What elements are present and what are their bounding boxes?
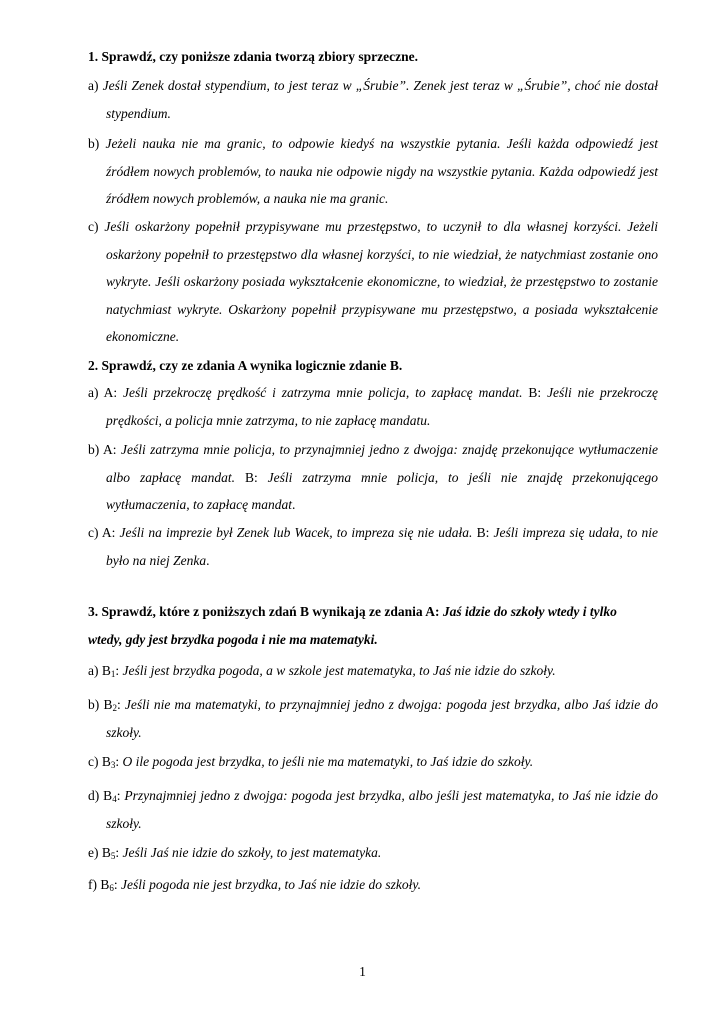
sentence-a-text: Jeśli zatrzyma mnie policja, to przynajmniej jedno z dwojga: znajdę przekonujące wytłumaczenie albo zapłacę mandat. — [106, 442, 658, 485]
item-label: b) — [88, 442, 100, 457]
item-label: a) B — [88, 663, 111, 678]
page-number: 1 — [359, 964, 366, 979]
item-text: Jeśli pogoda nie jest brzydka, to Jaś nie idzie do szkoły. — [121, 877, 421, 892]
item-label: c) — [88, 219, 99, 234]
item-subscript: 4 — [112, 794, 117, 804]
sentence-b-tag: B: — [528, 385, 542, 400]
item-label: a) — [88, 385, 99, 400]
sentence-a-tag: A: — [102, 442, 117, 457]
item-label: b) — [88, 136, 100, 151]
sentence-b-tag: B: — [476, 525, 490, 540]
item-text: Jeśli oskarżony popełnił przypisywane mu przestępstwo, to uczynił to dla własnej korzyści. Jeżeli oskarżony popełnił to przestępstwo dla własnej korzyści, to nie wiedział, że natychmiast zostanie ono wykryte. Jeśli oskarżony posiada wykształcenie ekonomiczne, to wiedział, że przestępstwo to zostanie natychmiast wykryte. Oskarżony popełnił przypisywane mu przestępstwo, a posiada wykształcenie ekonomiczne. — [104, 219, 658, 344]
item-text: Jeśli jest brzydka pogoda, a w szkole jest matematyka, to Jaś nie idzie do szkoły. — [122, 663, 556, 678]
item-text: Jeżeli nauka nie ma granic, to odpowie kiedyś na wszystkie pytania. Jeśli każda odpowiedź jest źródłem nowych problemów, to nauka nie odpowie nigdy na wszystkie pytania. Każda odpowiedź jest źródłem nowych problemów, a nauka nie ma granic. — [105, 136, 658, 206]
section-1-item-b — [88, 130, 658, 213]
item-label: d) B — [88, 788, 113, 803]
item-subscript: 2 — [112, 703, 117, 713]
item-subscript: 5 — [110, 851, 116, 861]
section-3-item-d: d) $B_4$: Przynajmniej jedno z dwojga: pogoda jest brzydka, albo jeśli jest matematyka, to Jaś nie idzie do szkoły. — [88, 788, 658, 831]
item-subscript: 3 — [110, 760, 116, 770]
section-3-item-a: a) $B_1$: Jeśli jest brzydka pogoda, a w szkole jest matematyka, to Jaś nie idzie do szkoły. — [88, 663, 556, 679]
item-subscript: 6 — [109, 883, 114, 893]
sentence-a-text: Jeśli przekroczę prędkość i zatrzyma mnie policja, to zapłacę mandat. — [123, 385, 523, 400]
section-3-heading — [88, 598, 648, 654]
section-2-heading: 2. Sprawdź, czy ze zdania A wynika logicznie zdanie B. — [88, 358, 403, 373]
item-text: Przynajmniej jedno z dwojga: pogoda jest brzydka, albo jeśli jest matematyka, to Jaś nie idzie do szkoły. — [106, 788, 658, 831]
item-text: Jeśli nie ma matematyki, to przynajmniej jedno z dwojga: pogoda jest brzydka, albo Jaś idzie do szkoły. — [106, 697, 658, 740]
item-label: a) — [88, 78, 99, 93]
item-text: O ile pogoda jest brzydka, to jeśli nie ma matematyki, to Jaś idzie do szkoły. — [122, 754, 534, 769]
section-3-heading-prefix: 3. Sprawdź, które z poniższych zdań B wynikają ze zdania A: — [88, 604, 440, 619]
section-2-item-a — [88, 379, 658, 434]
section-2-item-c: c) A: Jeśli na imprezie był Zenek lub Wacek, to impreza się nie udała. B: Jeśli impreza się udała, to nie było na niej Zenka. — [88, 525, 659, 568]
item-label: e) B — [88, 845, 111, 860]
section-3-item-e: e) $B_5$: Jeśli Jaś nie idzie do szkoły, to jest matematyka. — [88, 845, 382, 861]
section-1-item-a — [88, 72, 658, 127]
section-1-item-c — [88, 213, 658, 351]
item-subscript: 1 — [110, 669, 116, 679]
section-2-item-b: b) A: Jeśli zatrzyma mnie policja, to przynajmniej jedno z dwojga: znajdę przekonujące wytłumaczenie albo zapłacę mandat. B: Jeśli zatrzyma mnie policja, to jeśli nie znajdę przekonującego wytłumaczenia, to zapłacę mandat. — [88, 442, 659, 512]
item-label: f) B — [88, 877, 110, 892]
item-label: b) B — [88, 697, 113, 712]
sentence-b-text: Jeśli impreza się udała, to nie było na niej Zenka — [106, 525, 659, 568]
section-3-sentence-a: Jaś idzie do szkoły wtedy i tylko wtedy, gdy jest brzydka pogoda i nie ma matematyki. — [88, 604, 617, 647]
item-label: c) B — [88, 754, 111, 769]
section-3-item-c: c) $B_3$: O ile pogoda jest brzydka, to jeśli nie ma matematyki, to Jaś idzie do szkoły. — [88, 754, 534, 770]
sentence-b-tag: B: — [244, 469, 258, 485]
item-label: c) — [88, 525, 99, 540]
sentence-a-text: Jeśli na imprezie był Zenek lub Wacek, to impreza się nie udała. — [119, 525, 473, 540]
sentence-a-tag: A: — [103, 385, 118, 400]
section-3-item-f: f) $B_6$: Jeśli pogoda nie jest brzydka, to Jaś nie idzie do szkoły. — [88, 877, 421, 893]
section-1-heading: 1. Sprawdź, czy poniższe zdania tworzą zbiory sprzeczne. — [88, 49, 418, 64]
sentence-b-text: Jeśli zatrzyma mnie policja, to jeśli nie znajdę przekonującego wytłumaczenia, to zapłacę mandat — [106, 469, 659, 512]
sentence-a-tag: A: — [101, 525, 116, 540]
sentence-b-text: Jeśli nie przekroczę prędkości, a policja mnie zatrzyma, to nie zapłacę mandatu. — [106, 385, 659, 428]
section-3-item-b: b) $B_2$: Jeśli nie ma matematyki, to przynajmniej jedno z dwojga: pogoda jest brzydka, albo Jaś idzie do szkoły. — [88, 697, 658, 740]
item-text: Jeśli Zenek dostał stypendium, to jest teraz w „Śrubie”. Zenek jest teraz w „Śrubie”, choć nie dostał stypendium. — [102, 78, 659, 121]
item-text: Jeśli Jaś nie idzie do szkoły, to jest matematyka. — [122, 845, 382, 860]
